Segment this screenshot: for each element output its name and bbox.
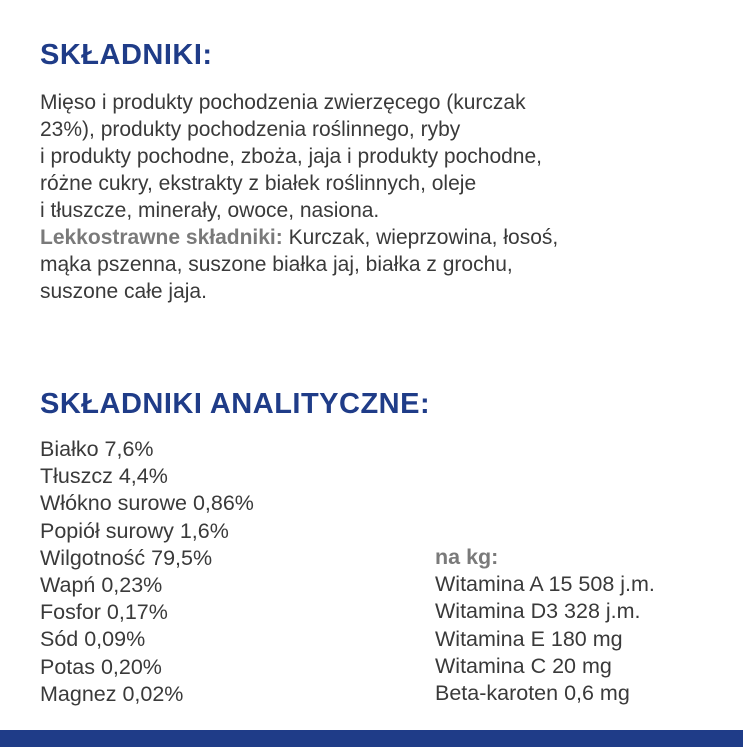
- ingredients-line: 23%), produkty pochodzenia roślinnego, ryby: [40, 118, 461, 141]
- ingredients-line: Mięso i produkty pochodzenia zwierzęcego (kurczak: [40, 91, 526, 114]
- list-item: Witamina C 20 mg: [435, 653, 612, 678]
- ingredients-line: i produkty pochodne, zboża, jaja i produkty pochodne,: [40, 145, 543, 168]
- list-item: Wapń 0,23%: [40, 573, 163, 598]
- list-item: Witamina A 15 508 j.m.: [435, 572, 655, 597]
- digestible-ingredients-line: [40, 224, 730, 251]
- list-item: Włókno surowe 0,86%: [40, 491, 254, 516]
- analytical-constituents-heading: SKŁADNIKI ANALITYCZNE:: [40, 388, 431, 420]
- list-item: Wilgotność 79,5%: [40, 545, 213, 570]
- list-item: Potas 0,20%: [40, 654, 162, 679]
- footer-bar: [0, 730, 743, 747]
- vitamins-list: [435, 571, 655, 707]
- digestible-ingredients-line: mąka pszenna, suszone białka jaj, białka z grochu,: [40, 253, 513, 276]
- list-item: Magnez 0,02%: [40, 681, 184, 706]
- list-item: Fosfor 0,17%: [40, 600, 168, 625]
- list-item: Białko 7,6%: [40, 437, 154, 461]
- analytical-constituents-list: [40, 436, 254, 708]
- digestible-ingredients-line: suszone całe jaja.: [40, 280, 207, 303]
- ingredients-line: różne cukry, ekstrakty z białek roślinnych, oleje: [40, 172, 477, 195]
- ingredients-paragraph: [40, 89, 730, 305]
- digestible-ingredients-text: Kurczak, wieprzowina, łosoś,: [282, 226, 559, 249]
- ingredients-line: i tłuszcze, minerały, owoce, nasiona.: [40, 199, 380, 222]
- list-item: Witamina E 180 mg: [435, 626, 623, 651]
- ingredients-heading: SKŁADNIKI:: [40, 39, 213, 71]
- list-item: Sód 0,09%: [40, 627, 146, 652]
- digestible-ingredients-label: Lekkostrawne składniki:: [40, 226, 283, 249]
- vitamins-block: [435, 544, 655, 707]
- list-item: Witamina D3 328 j.m.: [435, 599, 641, 624]
- list-item: Tłuszcz 4,4%: [40, 464, 168, 489]
- per-kg-label: na kg:: [435, 545, 499, 569]
- list-item: Beta-karoten 0,6 mg: [435, 681, 630, 706]
- list-item: Popiół surowy 1,6%: [40, 518, 229, 543]
